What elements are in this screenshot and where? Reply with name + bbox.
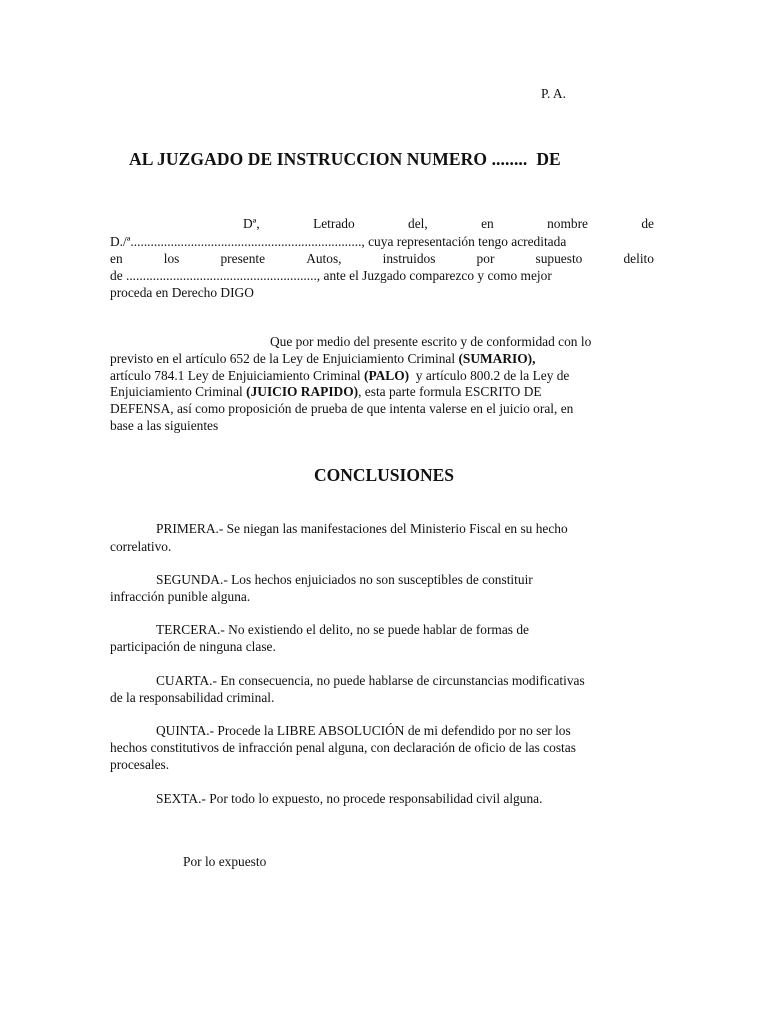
body-text: y artículo 800.2 de la Ley de bbox=[409, 368, 570, 383]
conclusion-sexta-line-1: SEXTA.- Por todo lo expuesto, no procede responsabilidad civil alguna. bbox=[156, 791, 543, 806]
intro-word: en bbox=[110, 251, 123, 266]
closing-text: Por lo expuesto bbox=[183, 854, 267, 869]
body-bold-sumario: (SUMARIO), bbox=[458, 351, 536, 366]
body-line-3 bbox=[110, 367, 569, 384]
intro-word: Letrado bbox=[313, 216, 355, 231]
pa-label: P. A. bbox=[541, 86, 566, 101]
intro-word: nombre bbox=[547, 216, 588, 231]
intro-word: Autos, bbox=[306, 251, 342, 266]
conclusion-tercera-line-2: participación de ninguna clase. bbox=[110, 639, 276, 654]
body-line-5: DEFENSA, así como proposición de prueba de que intenta valerse en el juicio oral, en bbox=[110, 401, 574, 416]
conclusion-quinta-line-1: QUINTA.- Procede la LIBRE ABSOLUCIÓN de mi defendido por no ser los bbox=[156, 723, 571, 738]
intro-word: del, bbox=[408, 216, 428, 231]
conclusion-cuarta-line-1: CUARTA.- En consecuencia, no puede hablarse de circunstancias modificativas bbox=[156, 673, 585, 688]
body-text: , esta parte formula ESCRITO DE bbox=[358, 384, 542, 399]
intro-word: de bbox=[641, 216, 654, 231]
conclusion-segunda-line-1: SEGUNDA.- Los hechos enjuiciados no son susceptibles de constituir bbox=[156, 572, 533, 587]
intro-word: presente bbox=[220, 251, 266, 266]
conclusion-primera-line-1: PRIMERA.- Se niegan las manifestaciones del Ministerio Fiscal en su hecho bbox=[156, 521, 568, 536]
conclusion-quinta-line-3: procesales. bbox=[110, 757, 170, 772]
conclusion-primera-line-2: correlativo. bbox=[110, 539, 172, 554]
intro-word: supuesto bbox=[535, 251, 583, 266]
body-line-4 bbox=[110, 383, 542, 400]
conclusion-tercera-line-1: TERCERA.- No existiendo el delito, no se puede hablar de formas de bbox=[156, 622, 529, 637]
intro-line-1 bbox=[243, 215, 654, 232]
body-line-6: base a las siguientes bbox=[110, 418, 219, 433]
intro-word: los bbox=[163, 251, 180, 266]
intro-line-5: proceda en Derecho DIGO bbox=[110, 285, 254, 300]
body-text: Enjuiciamiento Criminal bbox=[110, 384, 247, 399]
body-line-2 bbox=[110, 350, 535, 367]
conclusion-quinta-line-2: hechos constitutivos de infracción penal alguna, con declaración de oficio de las costas bbox=[110, 740, 576, 755]
intro-word: en bbox=[481, 216, 494, 231]
intro-word: delito bbox=[623, 251, 654, 266]
conclusion-cuarta-line-2: de la responsabilidad criminal. bbox=[110, 690, 275, 705]
body-bold-juicio-rapido: (JUICIO RAPIDO) bbox=[246, 384, 359, 399]
intro-word: por bbox=[476, 251, 495, 266]
intro-line-2: D./ª....................................................................., cuya representación tengo acreditada bbox=[110, 234, 567, 249]
intro-word: Dª, bbox=[243, 216, 260, 231]
body-text: previsto en el artículo 652 de la Ley de Enjuiciamiento Criminal bbox=[110, 351, 459, 366]
document-title: AL JUZGADO DE INSTRUCCION NUMERO ........ DE bbox=[129, 149, 561, 169]
body-text: artículo 784.1 Ley de Enjuiciamiento Criminal bbox=[110, 368, 364, 383]
conclusion-segunda-line-2: infracción punible alguna. bbox=[110, 589, 251, 604]
intro-line-3 bbox=[110, 250, 654, 267]
intro-word: instruidos bbox=[382, 251, 436, 266]
body-line-1: Que por medio del presente escrito y de conformidad con lo bbox=[270, 334, 592, 349]
conclusions-heading: CONCLUSIONES bbox=[313, 465, 455, 485]
body-bold-palo: (PALO) bbox=[363, 368, 410, 383]
intro-line-4: de ........................................................., ante el Juzgado comparezco y como mejor bbox=[110, 268, 552, 283]
